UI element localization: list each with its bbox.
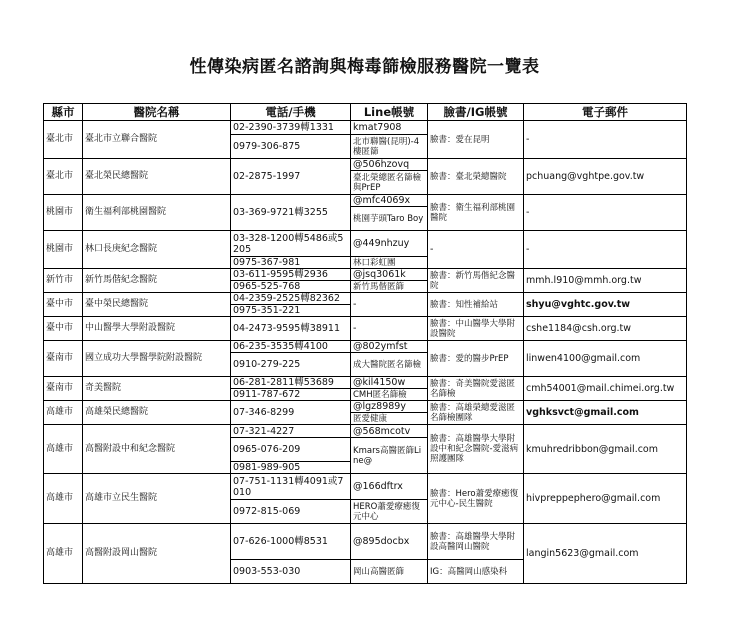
header-phone: 電話/手機: [231, 104, 351, 121]
table-row: [44, 341, 687, 353]
cell-social: IG：高醫岡山感染科: [428, 560, 524, 584]
cell-social: 臉書：Hero蕭愛療癒復元中心-民生醫院: [428, 474, 524, 524]
cell-line: @lgz8989y: [351, 401, 428, 413]
cell-city: 臺北市: [44, 121, 83, 159]
cell-email: hivpreppephero@gmail.com: [524, 474, 687, 524]
cell-city: 臺北市: [44, 159, 83, 195]
cell-phone: 07-321-4227: [231, 425, 351, 438]
cell-line: 林口彩虹團: [351, 257, 428, 269]
cell-phone: 0965-076-209: [231, 438, 351, 462]
cell-email: mmh.l910@mmh.org.tw: [524, 269, 687, 293]
cell-line: @895docbx: [351, 524, 428, 560]
header-email: 電子郵件: [524, 104, 687, 121]
cell-hospital: 臺北榮民總醫院: [83, 159, 231, 195]
cell-phone: 07-346-8299: [231, 401, 351, 425]
cell-phone: 0979-306-875: [231, 135, 351, 159]
cell-social: 臉書：高雄醫學大學附設高醫岡山醫院: [428, 524, 524, 560]
cell-hospital: 林口長庚紀念醫院: [83, 231, 231, 269]
cell-phone: 06-281-2811轉53689: [231, 377, 351, 389]
cell-social: 臉書：衛生福利部桃園醫院: [428, 195, 524, 231]
cell-phone: 0972-815-069: [231, 500, 351, 524]
cell-social: 臉書：知性補給站: [428, 293, 524, 317]
cell-phone: 0975-367-981: [231, 257, 351, 269]
cell-email: kmuhredribbon@gmail.com: [524, 425, 687, 474]
cell-email: cmh54001@mail.chimei.org.tw: [524, 377, 687, 401]
cell-hospital: 衛生福利部桃園醫院: [83, 195, 231, 231]
cell-city: 新竹市: [44, 269, 83, 293]
table-row: [44, 159, 687, 171]
table-row: [44, 401, 687, 413]
cell-city: 桃園市: [44, 195, 83, 231]
cell-city: 臺中市: [44, 293, 83, 317]
table-row: [44, 195, 687, 207]
cell-phone: 0965-525-768: [231, 281, 351, 293]
cell-phone: 07-626-1000轉8531: [231, 524, 351, 560]
table-row: [44, 425, 687, 438]
cell-hospital: 臺中榮民總醫院: [83, 293, 231, 317]
cell-hospital: 高醫附設中和紀念醫院: [83, 425, 231, 474]
cell-hospital: 臺北市立聯合醫院: [83, 121, 231, 159]
cell-line: 桃園芋頭Taro Boy: [351, 207, 428, 231]
table-row: [44, 474, 687, 500]
cell-city: 臺南市: [44, 341, 83, 377]
table-row: [44, 524, 687, 560]
cell-line: 成大醫院匿名篩檢: [351, 353, 428, 377]
cell-email: cshe1184@csh.org.tw: [524, 317, 687, 341]
cell-line: @449nhzuy: [351, 231, 428, 257]
header-hospital: 醫院名稱: [83, 104, 231, 121]
cell-social: -: [428, 231, 524, 269]
cell-phone: 0910-279-225: [231, 353, 351, 377]
header-line: Line帳號: [351, 104, 428, 121]
cell-line: 新竹馬偕匿篩: [351, 281, 428, 293]
cell-city: 高雄市: [44, 401, 83, 425]
cell-hospital: 奇美醫院: [83, 377, 231, 401]
cell-phone: 0911-787-672: [231, 389, 351, 401]
cell-line: -: [351, 293, 428, 317]
table-row: [44, 231, 687, 257]
cell-social: 臉書：臺北榮總醫院: [428, 159, 524, 195]
cell-phone: 03-369-9721轉3255: [231, 195, 351, 231]
cell-email: shyu@vghtc.gov.tw: [524, 293, 687, 317]
cell-hospital: 新竹馬偕紀念醫院: [83, 269, 231, 293]
cell-social: 臉書：新竹馬偕紀念醫院: [428, 269, 524, 293]
header-row: [44, 104, 687, 121]
cell-hospital: 中山醫學大學附設醫院: [83, 317, 231, 341]
cell-city: 臺南市: [44, 377, 83, 401]
cell-city: 臺中市: [44, 317, 83, 341]
cell-line: @mfc4069x: [351, 195, 428, 207]
cell-line: @802ymfst: [351, 341, 428, 353]
cell-email: -: [524, 195, 687, 231]
cell-phone: 0975-351-221: [231, 305, 351, 317]
header-social: 臉書/IG帳號: [428, 104, 524, 121]
cell-email: pchuang@vghtpe.gov.tw: [524, 159, 687, 195]
cell-city: 高雄市: [44, 474, 83, 524]
cell-social: 臉書：中山醫學大學附設醫院: [428, 317, 524, 341]
page-title: 性傳染病匿名諮詢與梅毒篩檢服務醫院一覽表: [189, 57, 540, 77]
cell-line: 匿愛健康: [351, 413, 428, 425]
table-row: [44, 269, 687, 281]
cell-phone: 07-751-1131轉4091或7010: [231, 474, 351, 500]
cell-line: @kil4150w: [351, 377, 428, 389]
cell-line: 岡山高醫匿篩: [351, 560, 428, 584]
cell-social: 臉書：奇美醫院愛滋匿名篩檢: [428, 377, 524, 401]
cell-social: 臉書：高雄醫學大學附設中和紀念醫院-愛滋病照護團隊: [428, 425, 524, 474]
cell-email: -: [524, 121, 687, 159]
cell-phone: 03-611-9595轉2936: [231, 269, 351, 281]
cell-phone: 04-2473-9595轉38911: [231, 317, 351, 341]
cell-city: 高雄市: [44, 425, 83, 474]
cell-social: 臉書：愛在昆明: [428, 121, 524, 159]
cell-line: HERO蕭愛療癒復元中心: [351, 500, 428, 524]
cell-line: Kmars高醫匿篩Line@: [351, 438, 428, 474]
cell-email: linwen4100@gmail.com: [524, 341, 687, 377]
cell-phone: 04-2359-2525轉82362: [231, 293, 351, 305]
cell-phone: 06-235-3535轉4100: [231, 341, 351, 353]
cell-line: @166dftrx: [351, 474, 428, 500]
cell-phone: 02-2875-1997: [231, 159, 351, 195]
cell-line: -: [351, 317, 428, 341]
cell-hospital: 國立成功大學醫學院附設醫院: [83, 341, 231, 377]
cell-social: 臉書：高雄榮總愛滋匿名篩檢團隊: [428, 401, 524, 425]
cell-hospital: 高雄市立民生醫院: [83, 474, 231, 524]
cell-email: langin5623@gmail.com: [524, 524, 687, 584]
cell-email: -: [524, 231, 687, 269]
cell-phone: 02-2390-3739轉1331: [231, 121, 351, 135]
cell-line: CMH匿名篩檢: [351, 389, 428, 401]
cell-email: vghksvct@gmail.com: [524, 401, 687, 425]
header-city: 縣市: [44, 104, 83, 121]
cell-line: @jsq3061k: [351, 269, 428, 281]
cell-city: 高雄市: [44, 524, 83, 584]
table-row: [44, 317, 687, 341]
cell-hospital: 高醫附設岡山醫院: [83, 524, 231, 584]
hospital-table: [43, 103, 687, 584]
cell-line: 臺北榮總匿名篩檢與PrEP: [351, 171, 428, 195]
table-row: [44, 293, 687, 305]
cell-phone: 0981-989-905: [231, 462, 351, 474]
table-row: [44, 121, 687, 135]
cell-social: 臉書：愛的醫步PrEP: [428, 341, 524, 377]
table-row: [44, 377, 687, 389]
cell-phone: 0903-553-030: [231, 560, 351, 584]
cell-line: 北市聯醫(昆明)-4樓匿篩: [351, 135, 428, 159]
cell-city: 桃園市: [44, 231, 83, 269]
cell-line: @506hzovq: [351, 159, 428, 171]
cell-line: kmat7908: [351, 121, 428, 135]
cell-hospital: 高雄榮民總醫院: [83, 401, 231, 425]
cell-phone: 03-328-1200轉5486或5205: [231, 231, 351, 257]
cell-line: @568mcotv: [351, 425, 428, 438]
